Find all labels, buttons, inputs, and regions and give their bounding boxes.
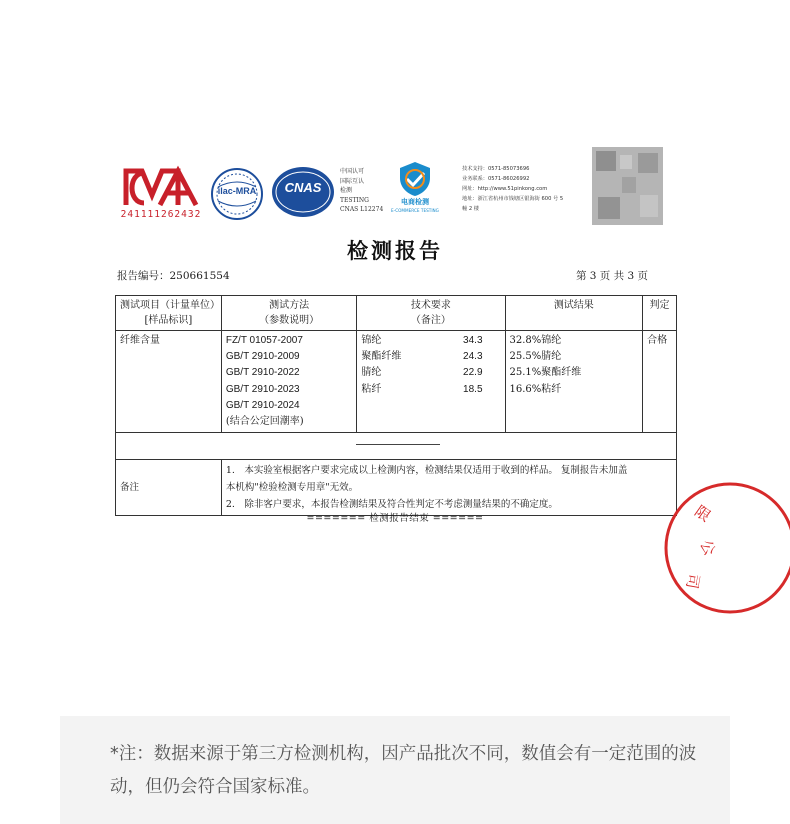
- report-title: 检测报告: [347, 238, 443, 263]
- ecommerce-shield-icon: [396, 160, 434, 198]
- accreditation-text: 中国认可 国际互认 检测 TESTING CNAS L12274: [340, 168, 384, 213]
- footer-note: *注：数据来源于第三方检测机构，因产品批次不同，数值会有一定范围的波动，但仍会符合国家标准。: [110, 744, 697, 797]
- report-number: 报告编号：250661554: [117, 270, 230, 282]
- svg-text:公: 公: [696, 537, 720, 559]
- cma-logo: [120, 165, 202, 209]
- result-cell: 32.8%锦纶 25.5%腈纶 25.1%聚酯纤维 16.6%粘纤: [505, 331, 643, 433]
- method-cell: FZ/T 01057-2007 GB/T 2910-2009 GB/T 2910-2022 GB/T 2910-2023 GB/T 2910-2024 (结合公定回潮率): [221, 331, 356, 433]
- company-stamp: [610, 478, 790, 618]
- cma-number: 241111262432: [120, 209, 202, 220]
- ecommerce-sub: E-COMMERCE TESTING: [391, 208, 439, 213]
- table-row: [116, 331, 677, 433]
- requirement-cell: 锦纶 34.3 聚酯纤维 24.3 腈纶 22.9 粘纤 18.5: [357, 331, 505, 433]
- ilac-text: ilac-MRA: [217, 186, 257, 196]
- header-method: 测试方法 （参数说明）: [221, 296, 356, 331]
- header-result: 测试结果: [505, 296, 643, 331]
- item-cell: 纤维含量: [116, 331, 222, 433]
- page-info: 第 3 页 共 3 页: [575, 270, 648, 282]
- notes-row: [116, 460, 677, 516]
- report-table: [115, 295, 677, 516]
- ecommerce-label: 电商检测: [401, 198, 429, 206]
- svg-text:司: 司: [682, 572, 703, 591]
- judge-cell: 合格: [643, 331, 677, 433]
- report-end-mark: ======= 检测报告结束 ======: [306, 513, 484, 524]
- header-item: 测试项目（计量单位） [样品标识]: [116, 296, 222, 331]
- footer-panel: [60, 716, 730, 824]
- cnas-text: CNAS: [284, 180, 322, 195]
- notes-content: 1. 本实验室根据客户要求完成以上检测内容，检测结果仅适用于收到的样品。 复制报告未加盖 本机构"检验检测专用章"无效。 2. 除非客户要求，本报告检测结果及符合性判定不考虑测量结果的不确定度。: [221, 460, 676, 516]
- blurred-qr-code: [592, 147, 663, 225]
- header-requirement: 技术要求 （备注）: [357, 296, 505, 331]
- table-header-row: [116, 296, 677, 331]
- svg-text:限: 限: [691, 502, 714, 526]
- header-judge: 判定: [643, 296, 677, 331]
- separator-line: [356, 444, 440, 445]
- contact-info: 技术支持：0571-85073696 业务联系：0571-86026992 网址：http://www.51pinkong.com 地址：浙江省杭州市钱塘区银海街 600 号 5 幢 2 楼: [462, 166, 564, 212]
- notes-label: 备注: [116, 460, 222, 516]
- separator-row: [116, 433, 677, 460]
